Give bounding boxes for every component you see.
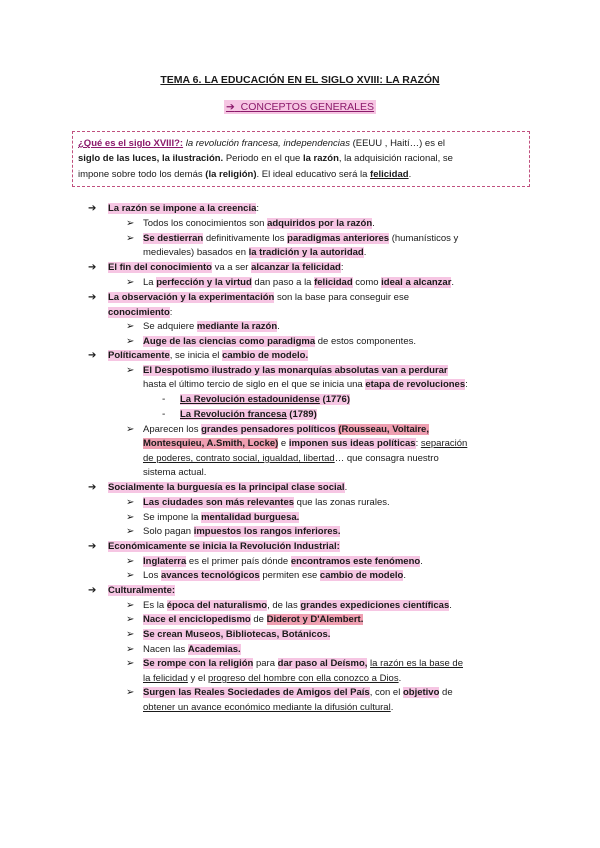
definition-text: (EEUU , Haití…) es el [349, 138, 445, 149]
item-text: permiten ese [259, 570, 320, 581]
item-text: Todos los conocimientos son [143, 218, 268, 229]
item-text: . [372, 218, 375, 229]
item-text: paradigmas anteriores [287, 233, 390, 244]
item-text: dar paso al Deísmo, [277, 658, 368, 669]
chevron-icon: ➢ [126, 497, 135, 508]
chevron-icon: ➢ [126, 614, 135, 625]
item-text: para [253, 658, 278, 669]
item-text: medievales) basados en [143, 247, 249, 258]
chevron-icon: ➢ [126, 600, 135, 611]
item-text: ideal a alcanzar [381, 277, 452, 288]
item-text: La observación y la experimentación [108, 292, 275, 303]
item-text: hasta el último tercio de siglo en el que se inicia una [143, 379, 366, 390]
item-text: la felicidad [143, 673, 188, 684]
dash-icon: - [162, 409, 166, 420]
item-text: Nace el enciclopedismo [143, 614, 251, 625]
list-item-continuation [143, 701, 393, 715]
item-text: de poderes, contrato social, igualdad, libertad [143, 453, 335, 464]
item-text: : [415, 438, 421, 449]
chevron-icon: ➢ [126, 321, 135, 332]
item-text: alcanzar la felicidad [251, 262, 341, 273]
item-text: Se adquiere [143, 321, 197, 332]
chevron-icon: ➢ [126, 658, 135, 669]
item-text: Culturalmente: [108, 585, 176, 596]
definition-text: la razón [302, 153, 339, 165]
chevron-icon: ➢ [126, 365, 135, 376]
item-text: de [250, 614, 267, 625]
arrow-icon: ➔ [225, 101, 235, 113]
item-text: encontramos este fenómeno [290, 556, 421, 567]
list-item-continuation [143, 466, 206, 480]
item-text: Las ciudades son más relevantes [143, 497, 295, 508]
item-text: de estos componentes. [315, 336, 416, 347]
item-text: felicidad [314, 277, 353, 288]
chevron-icon: ➢ [126, 277, 135, 288]
chevron-icon: ➢ [126, 570, 135, 581]
item-text: etapa de revoluciones [365, 379, 466, 390]
item-text: grandes expediciones científicas [300, 600, 450, 611]
definition-text: . El ideal educativo será la [256, 168, 371, 180]
arrow-icon: ➔ [88, 203, 97, 214]
definition-text: felicidad [370, 168, 409, 180]
item-text: Los [143, 570, 161, 581]
item-text: Solo pagan [143, 526, 194, 537]
chevron-icon: ➢ [126, 336, 135, 347]
item-text: mediante la razón [196, 321, 278, 332]
item-text: Academias. [187, 644, 241, 655]
item-text: Diderot y D'Alembert. [266, 614, 364, 625]
item-text: Se impone la [143, 512, 202, 523]
item-text: Socialmente la burguesía es la principal clase social [108, 482, 345, 493]
item-text: . [451, 277, 455, 288]
item-text: (1776) [319, 394, 350, 405]
item-text: Es la [143, 600, 167, 611]
item-text: : [465, 379, 468, 390]
item-text: adquiridos por la razón [267, 218, 373, 229]
item-text: sistema actual. [143, 467, 207, 478]
item-text: objetivo [402, 687, 440, 698]
item-text: Aparecen los [143, 424, 202, 435]
item-text: imponen sus ideas políticas [288, 438, 416, 449]
item-text: conocimiento [108, 307, 170, 318]
item-text: separación [420, 438, 468, 449]
list-item-continuation [143, 246, 366, 260]
item-text: : [256, 203, 260, 214]
dash-icon: - [162, 394, 166, 405]
item-text: mentalidad burguesa. [201, 512, 300, 523]
list-item-continuation [143, 378, 468, 392]
item-text: obtener un avance económico mediante la difusión cultural [143, 702, 391, 713]
item-text: de [439, 687, 453, 698]
item-text: perfección y la virtud [156, 277, 252, 288]
item-text: El fin del conocimiento [108, 262, 212, 273]
chevron-icon: ➢ [126, 644, 135, 655]
arrow-icon: ➔ [88, 482, 97, 493]
list-item-continuation [108, 306, 172, 320]
definition-question: ¿Qué es el siglo XVIII?: [78, 138, 184, 149]
chevron-icon: ➢ [126, 687, 135, 698]
item-text: Inglaterra [143, 556, 187, 567]
arrow-icon: ➔ [88, 262, 97, 273]
chevron-icon: ➢ [126, 556, 135, 567]
item-text: : [340, 262, 344, 273]
definition-text: impone sobre todo los demás [78, 168, 206, 180]
chevron-icon: ➢ [126, 218, 135, 229]
item-text: impuestos los rangos inferiores. [193, 526, 341, 537]
item-text: (1789) [286, 409, 317, 420]
list-item-continuation [143, 672, 401, 686]
definition-text: , la adquisición racional, se [338, 153, 453, 165]
item-text: como [352, 277, 382, 288]
item-text: época del naturalismo [166, 600, 268, 611]
item-text: avances tecnológicos [160, 570, 260, 581]
item-text: La [143, 277, 157, 288]
item-text: La Revolución estadounidense [180, 394, 320, 405]
chevron-icon: ➢ [126, 424, 135, 435]
item-text: . [403, 570, 406, 581]
item-text: La Revolución francesa [180, 409, 287, 420]
section-heading-text: CONCEPTOS GENERALES [240, 101, 375, 113]
item-text: , de las [267, 600, 301, 611]
item-text: Políticamente [108, 350, 170, 361]
definition-text: Periodo en el que [223, 153, 303, 165]
item-text: (humanísticos y [389, 233, 459, 244]
item-text: . [398, 673, 402, 684]
arrow-icon: ➔ [88, 350, 97, 361]
item-text: y el [187, 673, 208, 684]
item-text: . [277, 321, 280, 332]
item-text: (Rousseau, Voltaire, [338, 424, 429, 435]
definition-box [72, 131, 530, 187]
chevron-icon: ➢ [126, 512, 135, 523]
section-heading [0, 101, 600, 113]
item-text: . [390, 702, 394, 713]
item-text: la tradición y la autoridad [248, 247, 364, 258]
chevron-icon: ➢ [126, 233, 135, 244]
arrow-icon: ➔ [88, 541, 97, 552]
item-text: La razón se impone a la creencia [108, 203, 257, 214]
arrow-icon: ➔ [88, 585, 97, 596]
definition-text: siglo de las luces, la ilustración. [78, 153, 224, 165]
item-text: que las zonas rurales. [294, 497, 390, 508]
item-text: . [420, 556, 423, 567]
item-text: e [278, 438, 289, 449]
item-text: Se rompe con la religión [143, 658, 254, 669]
item-text: Se destierran [143, 233, 204, 244]
item-text: … que consagra nuestro [334, 453, 439, 464]
item-text: cambio de modelo [319, 570, 404, 581]
list-item-continuation [143, 452, 439, 466]
item-text: cambio de modelo. [222, 350, 309, 361]
definition-text: . [408, 168, 412, 180]
item-text: definitivamente los [203, 233, 288, 244]
item-text: Auge de las ciencias como paradigma [143, 336, 316, 347]
chevron-icon: ➢ [126, 526, 135, 537]
item-text: , con el [369, 687, 403, 698]
list-item-continuation [143, 437, 467, 451]
item-text: El Despotismo ilustrado y las monarquías absolutas van a perdurar [143, 365, 448, 376]
item-text: . [363, 247, 367, 258]
item-text: , se inicia el [169, 350, 223, 361]
page-title: TEMA 6. LA EDUCACIÓN EN EL SIGLO XVIII: LA RAZÓN [160, 74, 440, 86]
item-text: la razón es la base de [370, 658, 463, 669]
arrow-icon: ➔ [88, 292, 97, 303]
item-text: Nacen las [143, 644, 188, 655]
item-text: es el primer país dónde [186, 556, 291, 567]
item-text: Se crean Museos, Bibliotecas, Botánicos. [143, 629, 331, 640]
item-text: . [449, 600, 452, 611]
item-text: dan paso a la [251, 277, 315, 288]
item-text: : [169, 307, 173, 318]
item-text: Surgen las Reales Sociedades de Amigos del País [143, 687, 370, 698]
chevron-icon: ➢ [126, 629, 135, 640]
item-text: grandes pensadores políticos [201, 424, 339, 435]
item-text: son la base para conseguir ese [274, 292, 409, 303]
definition-text: la revolución francesa, independencias [183, 138, 350, 149]
item-text: Montesquieu, A.Smith, Locke) [143, 438, 279, 449]
definition-text: (la religión) [205, 168, 257, 180]
item-text: . [344, 482, 348, 493]
item-text: progreso del hombre con ella conozco a Dios [207, 673, 399, 684]
item-text: va a ser [211, 262, 252, 273]
item-text: Económicamente se inicia la Revolución Industrial: [108, 541, 340, 552]
